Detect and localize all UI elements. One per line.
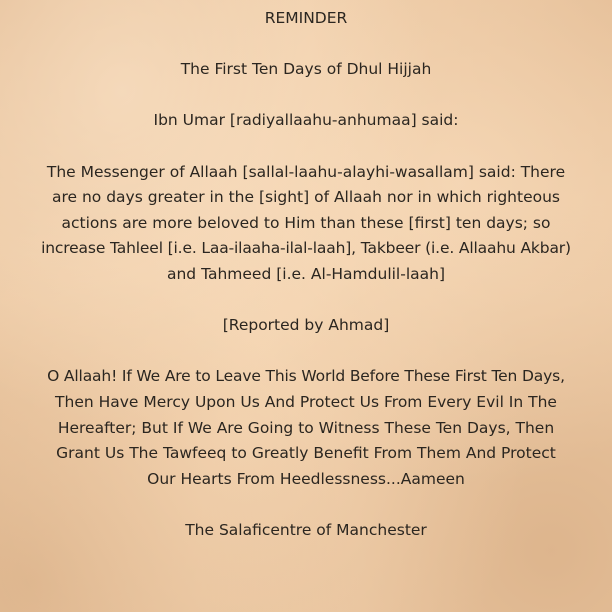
spacer — [24, 339, 588, 365]
hadith-line: The Messenger of Allaah [sallal-laahu-alayhi-wasallam] said: There — [46, 162, 566, 181]
spacer — [24, 32, 588, 58]
spacer — [24, 492, 588, 518]
hadith-text — [24, 160, 588, 288]
dua-line: Grant Us The Tawfeeq to Greatly Benefit From Them And Protect — [56, 444, 556, 463]
hadith-line: and Tahmeed [i.e. Al-Hamdulil-laah] — [166, 264, 446, 283]
spacer — [24, 134, 588, 160]
dua-text — [24, 364, 588, 492]
narrator-line: Ibn Umar [radiyallaahu-anhumaa] said: — [153, 111, 459, 130]
dua-line: O Allaah! If We Are to Leave This World Before These First Ten Days, — [47, 367, 565, 386]
spacer — [24, 288, 588, 314]
title: The First Ten Days of Dhul Hijjah — [180, 60, 432, 79]
dua-line: Hereafter; But If We Are Going to Witness These Ten Days, Then — [57, 418, 555, 437]
spacer — [24, 83, 588, 109]
hadith-line: actions are more beloved to Him than these [first] ten days; so — [61, 213, 551, 232]
dua-line: Our Hearts From Heedlessness...Aameen — [147, 469, 465, 488]
signature: The Salaficentre of Manchester — [185, 520, 427, 539]
heading: REMINDER — [264, 9, 348, 27]
hadith-line: increase Tahleel [i.e. Laa-ilaaha-ilal-laah], Takbeer (i.e. Allaahu Akbar) — [41, 239, 571, 258]
dua-line: Then Have Mercy Upon Us And Protect Us From Every Evil In The — [55, 392, 557, 411]
hadith-line: are no days greater in the [sight] of Allaah nor in which righteous — [51, 188, 561, 207]
source-reference: [Reported by Ahmad] — [222, 316, 390, 335]
